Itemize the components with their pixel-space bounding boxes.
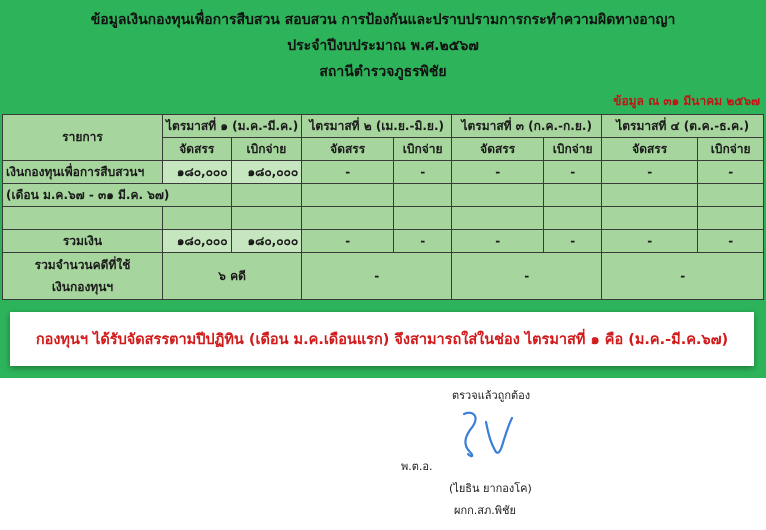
table-cell <box>231 184 302 207</box>
signature-position: ผกก.สภ.พิชัย <box>454 504 516 517</box>
table-cell: - <box>698 161 764 184</box>
table-cell <box>394 184 452 207</box>
table-cell <box>698 184 764 207</box>
table-cell <box>302 207 394 230</box>
row-total-label: รวมเงิน <box>3 230 163 253</box>
table-cell <box>698 207 764 230</box>
table-cell: - <box>394 230 452 253</box>
table-cell: - <box>452 230 544 253</box>
header-quarter-2: ไตรมาสที่ ๒ (เม.ย.-มิ.ย.) <box>302 115 452 138</box>
table-cell <box>302 184 394 207</box>
row-cases-label <box>3 253 163 300</box>
table-row <box>3 253 764 300</box>
note-text: กองทุนฯ ได้รับจัดสรรตามปีปฏิทิน (เดือน ม.ค.เดือนแรก) จึงสามารถใส่ในช่อง ไตรมาสที่ ๑ คือ (ม.ค.-มี.ค.๖๗) <box>35 331 729 348</box>
table-cell: ๑๘๐,๐๐๐ <box>163 230 232 253</box>
title-line-1: ข้อมูลเงินกองทุนเพื่อการสืบสวน สอบสวน การป้องกันและปราบปรามการกระทำความผิดทางอาญา <box>90 12 676 28</box>
table-cell <box>163 207 232 230</box>
signature-checked-text: ตรวจแล้วถูกต้อง <box>452 389 531 402</box>
q1-alloc-header: จัดสรร <box>163 138 232 161</box>
q2-spend-header: เบิกจ่าย <box>394 138 452 161</box>
table-cell <box>231 207 302 230</box>
table-cell: ๑๘๐,๐๐๐ <box>231 230 302 253</box>
row-cases-label-line-2: เงินกองทุนฯ <box>51 280 114 294</box>
cases-q3: - <box>452 253 602 300</box>
q3-spend-header: เบิกจ่าย <box>544 138 602 161</box>
table-cell <box>544 207 602 230</box>
as-of-date: ข้อมูล ณ ๓๑ มีนาคม ๒๕๖๗ <box>613 94 760 108</box>
header-quarter-1: ไตรมาสที่ ๑ (ม.ค.-มี.ค.) <box>163 115 302 138</box>
table-cell <box>602 184 698 207</box>
table-cell: - <box>602 230 698 253</box>
header-quarter-4: ไตรมาสที่ ๔ (ต.ค.-ธ.ค.) <box>602 115 764 138</box>
q2-alloc-header: จัดสรร <box>302 138 394 161</box>
title-line-2: ประจำปีงบประมาณ พ.ศ.๒๕๖๗ <box>287 38 479 54</box>
q4-alloc-header: จัดสรร <box>602 138 698 161</box>
table-cell: - <box>302 230 394 253</box>
table-cell: - <box>544 230 602 253</box>
signature-rank: พ.ต.อ. <box>401 460 433 473</box>
table-cell <box>544 184 602 207</box>
table-cell <box>3 207 163 230</box>
cases-q2: - <box>302 253 452 300</box>
cases-q1: ๖ คดี <box>163 253 302 300</box>
table-row <box>3 184 764 207</box>
q1-spend-header: เบิกจ่าย <box>231 138 302 161</box>
q3-alloc-header: จัดสรร <box>452 138 544 161</box>
table-cell <box>452 184 544 207</box>
note-callout <box>10 312 754 366</box>
table-cell: - <box>602 161 698 184</box>
header-quarter-3: ไตรมาสที่ ๓ (ก.ค.-ก.ย.) <box>452 115 602 138</box>
table-cell: - <box>698 230 764 253</box>
header-item: รายการ <box>3 115 163 161</box>
table-row <box>3 207 764 230</box>
table-cell <box>452 207 544 230</box>
row-fund-label: เงินกองทุนเพื่อการสืบสวนฯ <box>3 161 163 184</box>
row-cases-label-line-1: รวมจำนวนคดีที่ใช้ <box>34 258 131 272</box>
table-cell <box>394 207 452 230</box>
table-cell: ๑๘๐,๐๐๐ <box>163 161 232 184</box>
table-cell <box>602 207 698 230</box>
table-cell: - <box>452 161 544 184</box>
signature-mark <box>452 408 522 464</box>
signature-name: (ไยธิน ยากองโค) <box>449 482 532 495</box>
table-cell: - <box>302 161 394 184</box>
cases-q4: - <box>602 253 764 300</box>
table-cell: ๑๘๐,๐๐๐ <box>231 161 302 184</box>
row-period-label: (เดือน ม.ค.๖๗ - ๓๑ มี.ค. ๖๗) <box>3 184 232 207</box>
table-cell: - <box>394 161 452 184</box>
budget-table <box>2 114 764 300</box>
title-line-3: สถานีตำรวจภูธรพิชัย <box>319 64 447 80</box>
table-row <box>3 230 764 253</box>
table-row <box>3 161 764 184</box>
table-cell: - <box>544 161 602 184</box>
q4-spend-header: เบิกจ่าย <box>698 138 764 161</box>
